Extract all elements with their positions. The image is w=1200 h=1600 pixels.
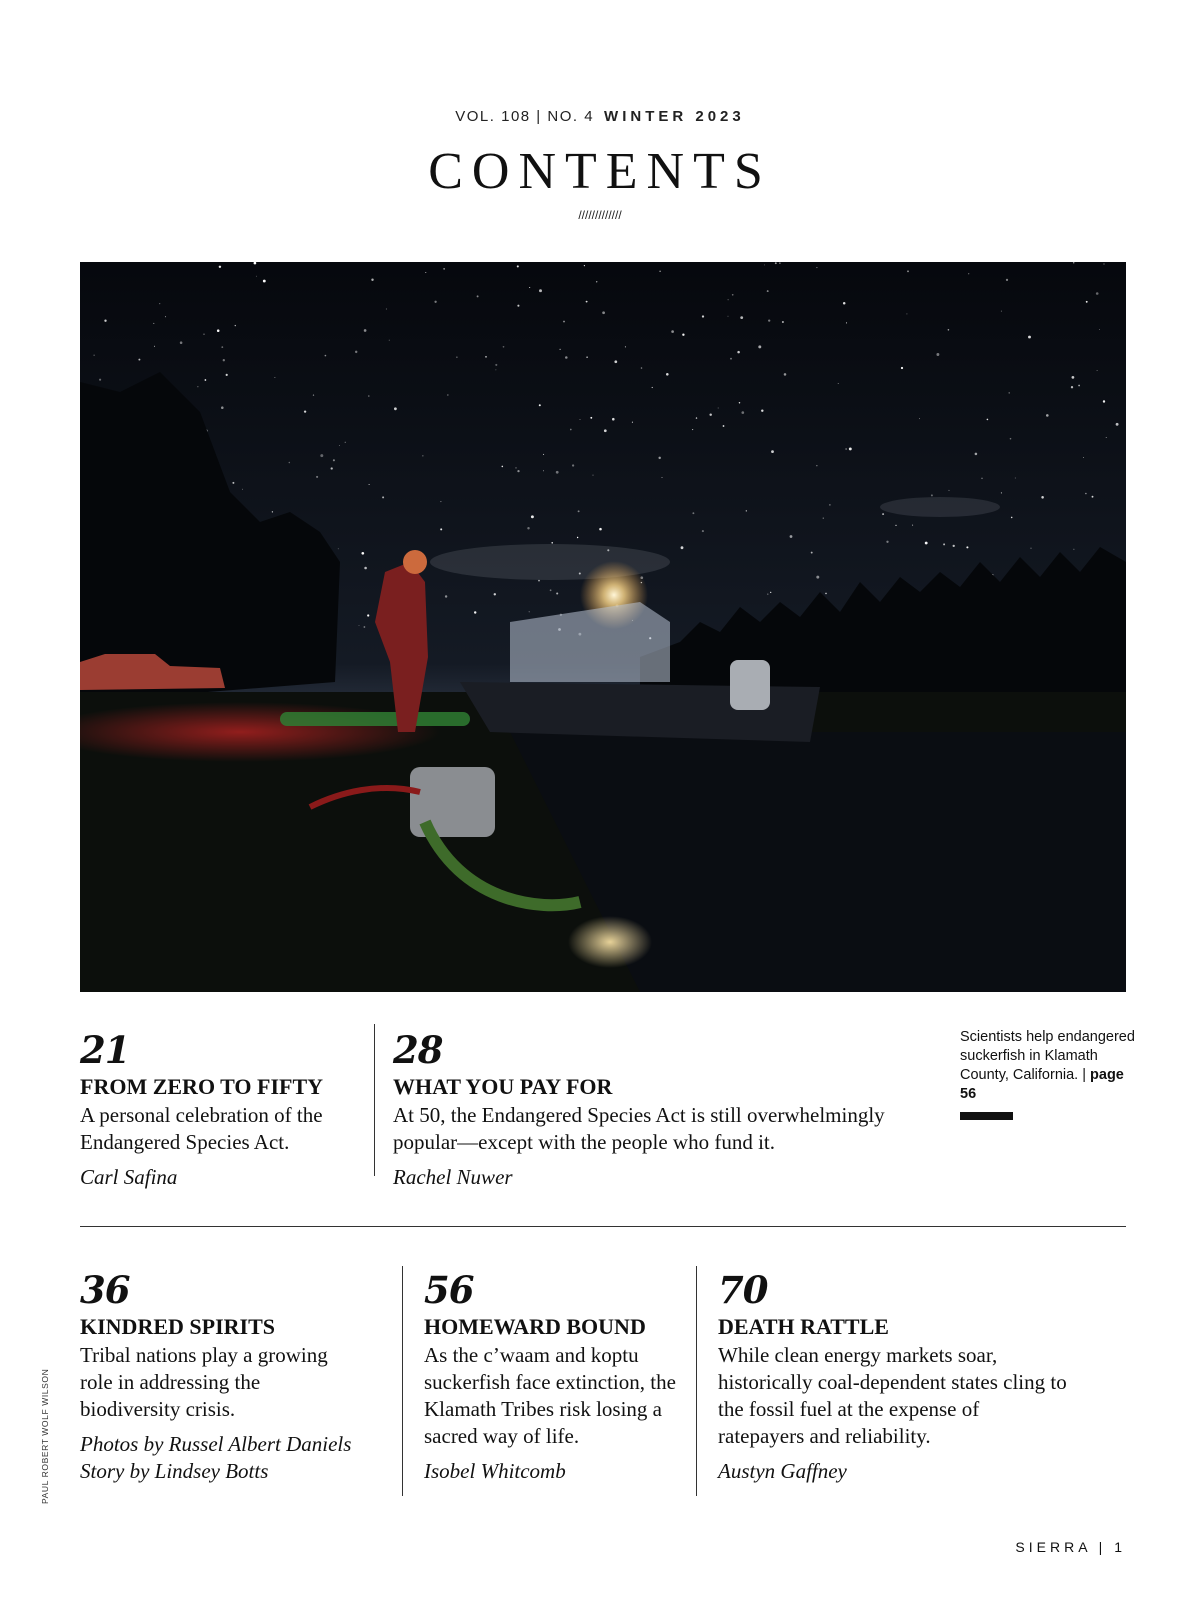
star: [389, 340, 390, 341]
star: [758, 345, 761, 348]
article-dek: Tribal nations play a growing role in addressing the biodiversity crisis.: [80, 1343, 328, 1421]
star: [368, 395, 370, 397]
star: [345, 442, 346, 443]
star: [274, 377, 275, 378]
star: [1085, 493, 1087, 495]
star: [543, 454, 544, 455]
article-dek: At 50, the Endangered Species Act is still overwhelmingly popular—except with the people who fund it.: [393, 1103, 885, 1154]
star: [272, 511, 273, 512]
star: [816, 465, 817, 466]
star: [652, 387, 653, 388]
title-ornament: /////////////: [578, 208, 622, 222]
star: [538, 580, 540, 582]
star: [614, 360, 617, 363]
star: [443, 268, 444, 269]
star: [948, 329, 950, 331]
star: [816, 576, 819, 579]
star: [367, 614, 369, 616]
star: [1103, 263, 1104, 264]
star: [165, 316, 166, 317]
article-page-number: 36: [80, 1268, 130, 1312]
star: [901, 367, 903, 369]
star: [586, 301, 588, 303]
star: [1078, 385, 1080, 387]
article-headline[interactable]: FROM ZERO TO FIFTY: [80, 1074, 324, 1099]
star: [1073, 262, 1075, 263]
star: [936, 353, 939, 356]
star: [1001, 492, 1002, 493]
star: [882, 513, 884, 515]
star: [180, 341, 183, 344]
star: [496, 370, 497, 371]
star: [761, 409, 763, 411]
star: [912, 525, 913, 526]
star: [823, 518, 824, 519]
caption-text: Scientists help endangered suckerfish in Klamath County, California. |: [960, 1029, 1135, 1083]
article-page-number: 21: [80, 1028, 130, 1072]
star: [364, 329, 367, 332]
article-28[interactable]: [393, 1030, 933, 1191]
green-kayak: [280, 712, 470, 726]
star: [94, 355, 95, 356]
feature-photo: [80, 262, 1126, 992]
star: [1092, 496, 1094, 498]
star: [784, 373, 787, 376]
star: [975, 453, 978, 456]
star: [422, 455, 423, 456]
star: [256, 276, 257, 277]
star: [1011, 517, 1013, 519]
star: [741, 411, 744, 414]
star: [919, 418, 920, 419]
issue-season: WINTER 2023: [604, 108, 745, 125]
star: [515, 467, 516, 468]
section-divider: [80, 1226, 1126, 1227]
star: [829, 504, 830, 505]
star: [596, 281, 597, 282]
star: [692, 512, 694, 514]
star: [577, 537, 578, 538]
star: [565, 356, 568, 359]
star: [369, 484, 370, 485]
star: [641, 367, 643, 369]
star: [949, 490, 950, 491]
star: [203, 333, 204, 334]
article-headline[interactable]: WHAT YOU PAY FOR: [393, 1074, 613, 1099]
star: [846, 322, 847, 323]
star: [953, 545, 955, 547]
page-folio: SIERRA | 1: [1015, 1539, 1126, 1555]
star: [661, 477, 662, 478]
star: [440, 501, 441, 502]
article-page-number: 70: [718, 1268, 768, 1312]
star: [811, 552, 813, 554]
star: [325, 355, 327, 357]
star: [696, 417, 697, 418]
column-divider: [402, 1266, 403, 1496]
star: [886, 541, 888, 543]
cloud: [880, 497, 1000, 517]
star: [313, 394, 314, 395]
star: [968, 273, 969, 274]
star: [843, 302, 846, 305]
star: [316, 476, 318, 478]
star: [235, 325, 236, 326]
star: [364, 626, 366, 628]
star: [1010, 438, 1012, 440]
star: [895, 525, 896, 526]
star: [503, 346, 505, 348]
article-byline: Carl Safina: [80, 1165, 178, 1189]
star: [456, 357, 457, 358]
article-headline[interactable]: KINDRED SPIRITS: [80, 1314, 275, 1339]
star: [659, 270, 661, 272]
star: [632, 422, 633, 423]
photo-credit: PAUL ROBERT WOLF WILSON: [40, 1368, 50, 1504]
star: [154, 346, 155, 347]
star: [556, 471, 559, 474]
star: [907, 270, 909, 272]
star: [906, 313, 907, 314]
star: [599, 528, 602, 531]
star: [671, 330, 674, 333]
star: [386, 308, 387, 309]
caption-page-ref[interactable]: page 56: [960, 1067, 1124, 1102]
star: [485, 356, 486, 357]
star: [331, 467, 333, 469]
star: [925, 542, 928, 545]
article-page-number: 28: [393, 1028, 443, 1072]
star: [563, 321, 565, 323]
star: [517, 305, 519, 307]
star: [845, 448, 846, 449]
article-headline[interactable]: HOMEWARD BOUND: [424, 1314, 646, 1339]
star: [1030, 548, 1031, 549]
star: [217, 329, 220, 332]
star: [205, 379, 207, 381]
article-dek: While clean energy markets soar, historically coal-dependent states cling to the fossil fuel at the expense of ratepayers and reliability.: [718, 1343, 1067, 1448]
star: [320, 454, 323, 457]
page-number: 1: [1114, 1539, 1126, 1555]
star: [221, 346, 223, 348]
star: [816, 267, 817, 268]
column-divider: [374, 1024, 375, 1176]
star: [771, 450, 774, 453]
star: [572, 464, 574, 466]
article-headline[interactable]: DEATH RATTLE: [718, 1314, 889, 1339]
star: [570, 429, 572, 431]
star: [578, 510, 580, 512]
article-21[interactable]: [80, 1030, 370, 1191]
star: [1072, 376, 1075, 379]
star: [767, 593, 768, 594]
star: [556, 592, 558, 594]
star: [702, 530, 704, 532]
article-byline: Photos by Russel Albert Daniels: [80, 1432, 352, 1456]
star: [539, 404, 541, 406]
article-byline: Austyn Gaffney: [718, 1459, 847, 1483]
article-56[interactable]: [424, 1270, 684, 1485]
star: [394, 407, 397, 410]
star: [732, 294, 734, 296]
star: [1046, 414, 1049, 417]
star: [739, 402, 740, 403]
star: [1083, 457, 1084, 458]
star: [529, 287, 530, 288]
star: [1096, 292, 1099, 295]
star: [730, 358, 732, 360]
star: [580, 419, 581, 420]
star: [153, 323, 154, 324]
star: [584, 265, 585, 266]
star: [338, 548, 339, 549]
star: [434, 301, 436, 303]
star: [1028, 336, 1031, 339]
star: [440, 528, 442, 530]
star: [592, 475, 593, 476]
article-byline: Rachel Nuwer: [393, 1165, 513, 1189]
star: [99, 379, 101, 381]
star: [849, 447, 852, 450]
star: [825, 593, 827, 595]
star: [682, 334, 684, 336]
star: [289, 462, 291, 464]
article-70[interactable]: [718, 1270, 1068, 1485]
article-byline: Story by Lindsey Botts: [80, 1459, 269, 1483]
star: [517, 265, 519, 267]
star: [474, 611, 476, 613]
article-36[interactable]: [80, 1270, 380, 1485]
star: [339, 445, 340, 446]
article-dek: A personal celebration of the Endangered Species Act.: [80, 1103, 323, 1154]
star: [737, 351, 740, 354]
magazine-name: SIERRA: [1015, 1539, 1091, 1555]
star: [364, 567, 367, 570]
star: [527, 527, 529, 529]
article-byline: Isobel Whitcomb: [424, 1459, 566, 1483]
star: [477, 295, 479, 297]
star: [746, 510, 747, 511]
night-boat-photo: [80, 262, 1126, 992]
star: [838, 383, 839, 384]
volume-number: VOL. 108 | NO. 4: [455, 108, 595, 125]
star: [981, 478, 982, 479]
star: [226, 374, 228, 376]
star: [1041, 496, 1044, 499]
article-dek: As the c’waam and koptu suckerfish face extinction, the Klamath Tribes risk losing a sacred way of life.: [424, 1343, 676, 1448]
star: [494, 593, 496, 595]
star: [681, 546, 684, 549]
star: [517, 470, 519, 472]
star: [702, 315, 704, 317]
star: [159, 303, 160, 304]
star: [539, 289, 542, 292]
star: [559, 349, 560, 350]
star: [1073, 549, 1074, 550]
star: [775, 262, 777, 264]
column-divider: [696, 1266, 697, 1496]
star: [263, 280, 266, 283]
star: [371, 278, 373, 280]
star: [1071, 386, 1073, 388]
star: [666, 373, 669, 376]
star: [1103, 400, 1105, 402]
star: [551, 542, 553, 544]
star: [790, 535, 793, 538]
star: [764, 264, 765, 265]
star: [223, 359, 225, 361]
star: [931, 494, 933, 496]
caption-bar: [960, 1112, 1013, 1120]
person-cap: [403, 550, 427, 574]
star: [779, 262, 780, 263]
star: [740, 316, 743, 319]
outboard-motor: [730, 660, 770, 710]
star: [495, 364, 497, 366]
star: [625, 346, 626, 347]
star: [768, 319, 770, 321]
star: [1086, 301, 1088, 303]
star: [1099, 329, 1100, 330]
star: [1015, 478, 1016, 479]
star: [782, 321, 784, 323]
page-title: CONTENTS: [428, 143, 772, 200]
star: [1097, 370, 1098, 371]
star: [718, 408, 719, 409]
star: [709, 413, 711, 415]
star: [770, 592, 771, 593]
water-reflection: [568, 916, 652, 968]
star: [425, 272, 426, 273]
star: [1106, 437, 1107, 438]
star: [1116, 423, 1119, 426]
star: [692, 429, 693, 430]
star: [1001, 311, 1002, 312]
star: [723, 425, 725, 427]
star: [1009, 392, 1010, 393]
star: [1006, 279, 1008, 281]
star: [219, 266, 221, 268]
star: [197, 386, 198, 387]
star: [767, 290, 769, 292]
star: [138, 359, 140, 361]
star: [586, 356, 588, 358]
star: [221, 406, 224, 409]
star: [333, 459, 335, 461]
star: [612, 418, 615, 421]
star: [445, 595, 447, 597]
star: [550, 589, 552, 591]
star: [728, 316, 729, 317]
star: [604, 429, 607, 432]
star: [966, 546, 968, 548]
star: [232, 482, 234, 484]
article-page-number: 56: [424, 1268, 474, 1312]
star: [304, 410, 306, 412]
star: [728, 299, 729, 300]
star: [602, 311, 605, 314]
star: [361, 552, 364, 555]
star: [359, 625, 360, 626]
star: [987, 419, 989, 421]
star: [447, 395, 448, 396]
star: [382, 496, 384, 498]
star: [943, 543, 945, 545]
star: [543, 470, 544, 471]
star: [529, 611, 530, 612]
photo-caption: [960, 1028, 1140, 1104]
star: [658, 457, 660, 459]
star: [590, 417, 592, 419]
issue-info: [0, 108, 1200, 125]
star: [531, 515, 534, 518]
star: [355, 351, 357, 353]
star: [502, 466, 504, 468]
star: [242, 489, 243, 490]
star: [104, 320, 106, 322]
